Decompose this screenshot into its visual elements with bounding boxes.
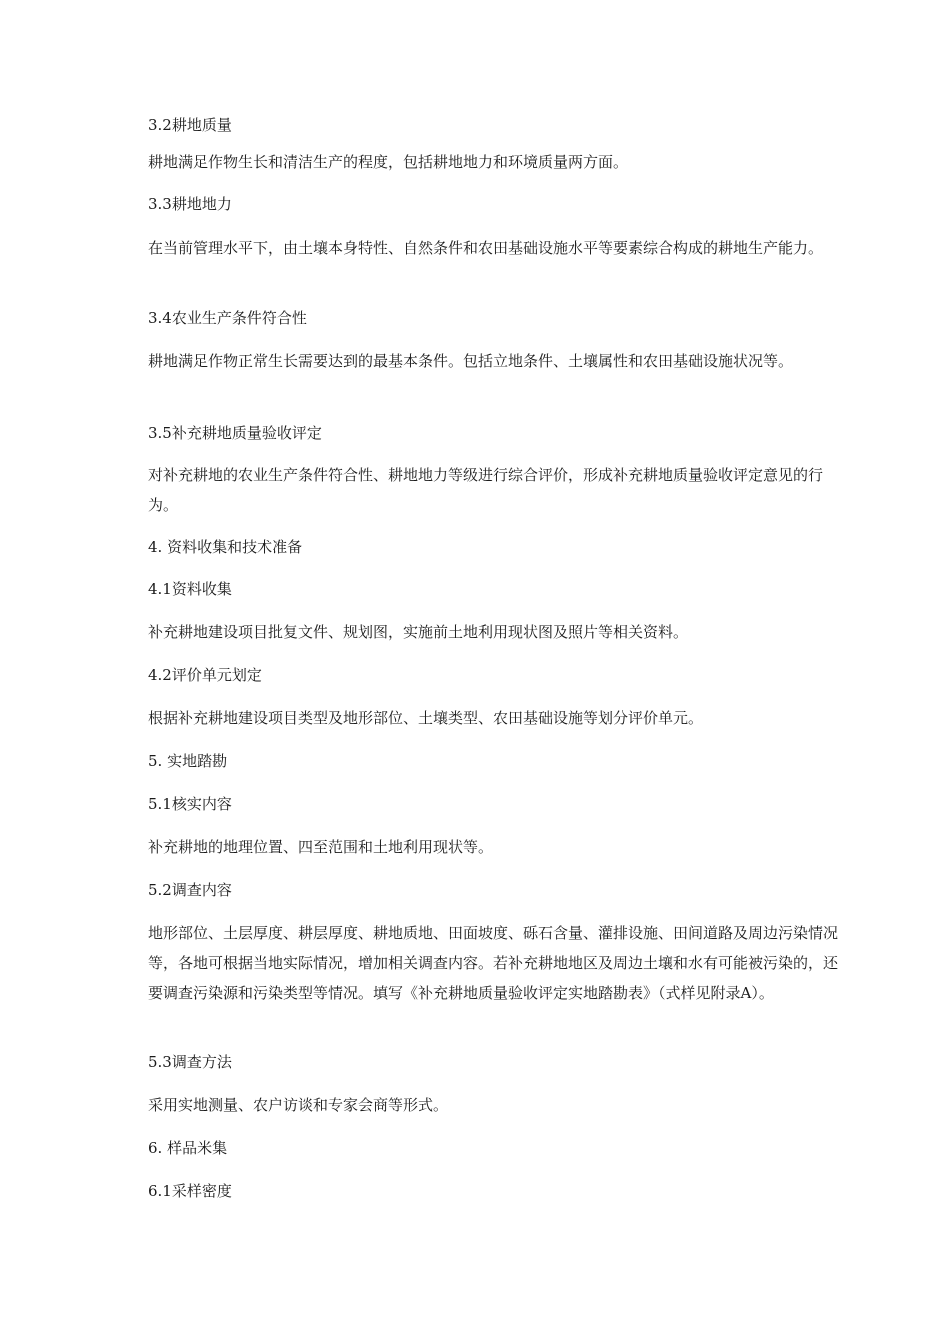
- section-heading-4-1: 4.1资料收集: [148, 580, 232, 598]
- section-heading-6: 6. 样品米集: [148, 1139, 228, 1157]
- section-heading-4: 4. 资料收集和技术准备: [148, 538, 303, 556]
- section-heading-4-2: 4.2评价单元划定: [148, 666, 262, 684]
- section-heading-6-1: 6.1采样密度: [148, 1182, 232, 1200]
- section-heading-5-2: 5.2调查内容: [148, 881, 232, 899]
- paragraph-3-4: 耕地满足作物正常生长需要达到的最基本条件。包括立地条件、土壤属性和农田基础设施状况等。: [148, 352, 794, 370]
- section-heading-3-5: 3.5补充耕地质量验收评定: [148, 424, 322, 442]
- section-heading-3-3: 3.3耕地地力: [148, 195, 232, 213]
- paragraph-3-2: 耕地满足作物生长和清洁生产的程度，包括耕地地力和环境质量两方面。: [148, 153, 629, 171]
- paragraph-3-3: 在当前管理水平下，由土壤本身特性、自然条件和农田基础设施水平等要素综合构成的耕地生产能力。: [148, 239, 824, 257]
- paragraph-5-3: 采用实地测量、农户访谈和专家会商等形式。: [148, 1096, 449, 1114]
- section-heading-3-2: 3.2耕地质量: [148, 116, 232, 134]
- section-heading-5-3: 5.3调查方法: [148, 1053, 232, 1071]
- paragraph-4-2: 根据补充耕地建设项目类型及地形部位、土壤类型、农田基础设施等划分评价单元。: [148, 709, 704, 727]
- section-heading-5: 5. 实地踏勘: [148, 752, 228, 770]
- paragraph-5-2: 地形部位、土层厚度、耕层厚度、耕地质地、田面坡度、砾石含量、灌排设施、田间道路及周边污染情况等，各地可根据当地实际情况，增加相关调查内容。若补充耕地地区及周边土壤和水有可能被污染的，还要调查污染源和污染类型等情况。填写《补充耕地质量验收评定实地踏勘表》（式样见附录A）。: [148, 924, 839, 1002]
- section-heading-3-4: 3.4农业生产条件符合性: [148, 309, 307, 327]
- paragraph-4-1: 补充耕地建设项目批复文件、规划图，实施前土地利用现状图及照片等相关资料。: [148, 623, 689, 641]
- paragraph-3-5: 对补充耕地的农业生产条件符合性、耕地地力等级进行综合评价，形成补充耕地质量验收评定意见的行为。: [148, 466, 824, 514]
- section-heading-5-1: 5.1核实内容: [148, 795, 232, 813]
- paragraph-5-1: 补充耕地的地理位置、四至范围和土地利用现状等。: [148, 838, 494, 856]
